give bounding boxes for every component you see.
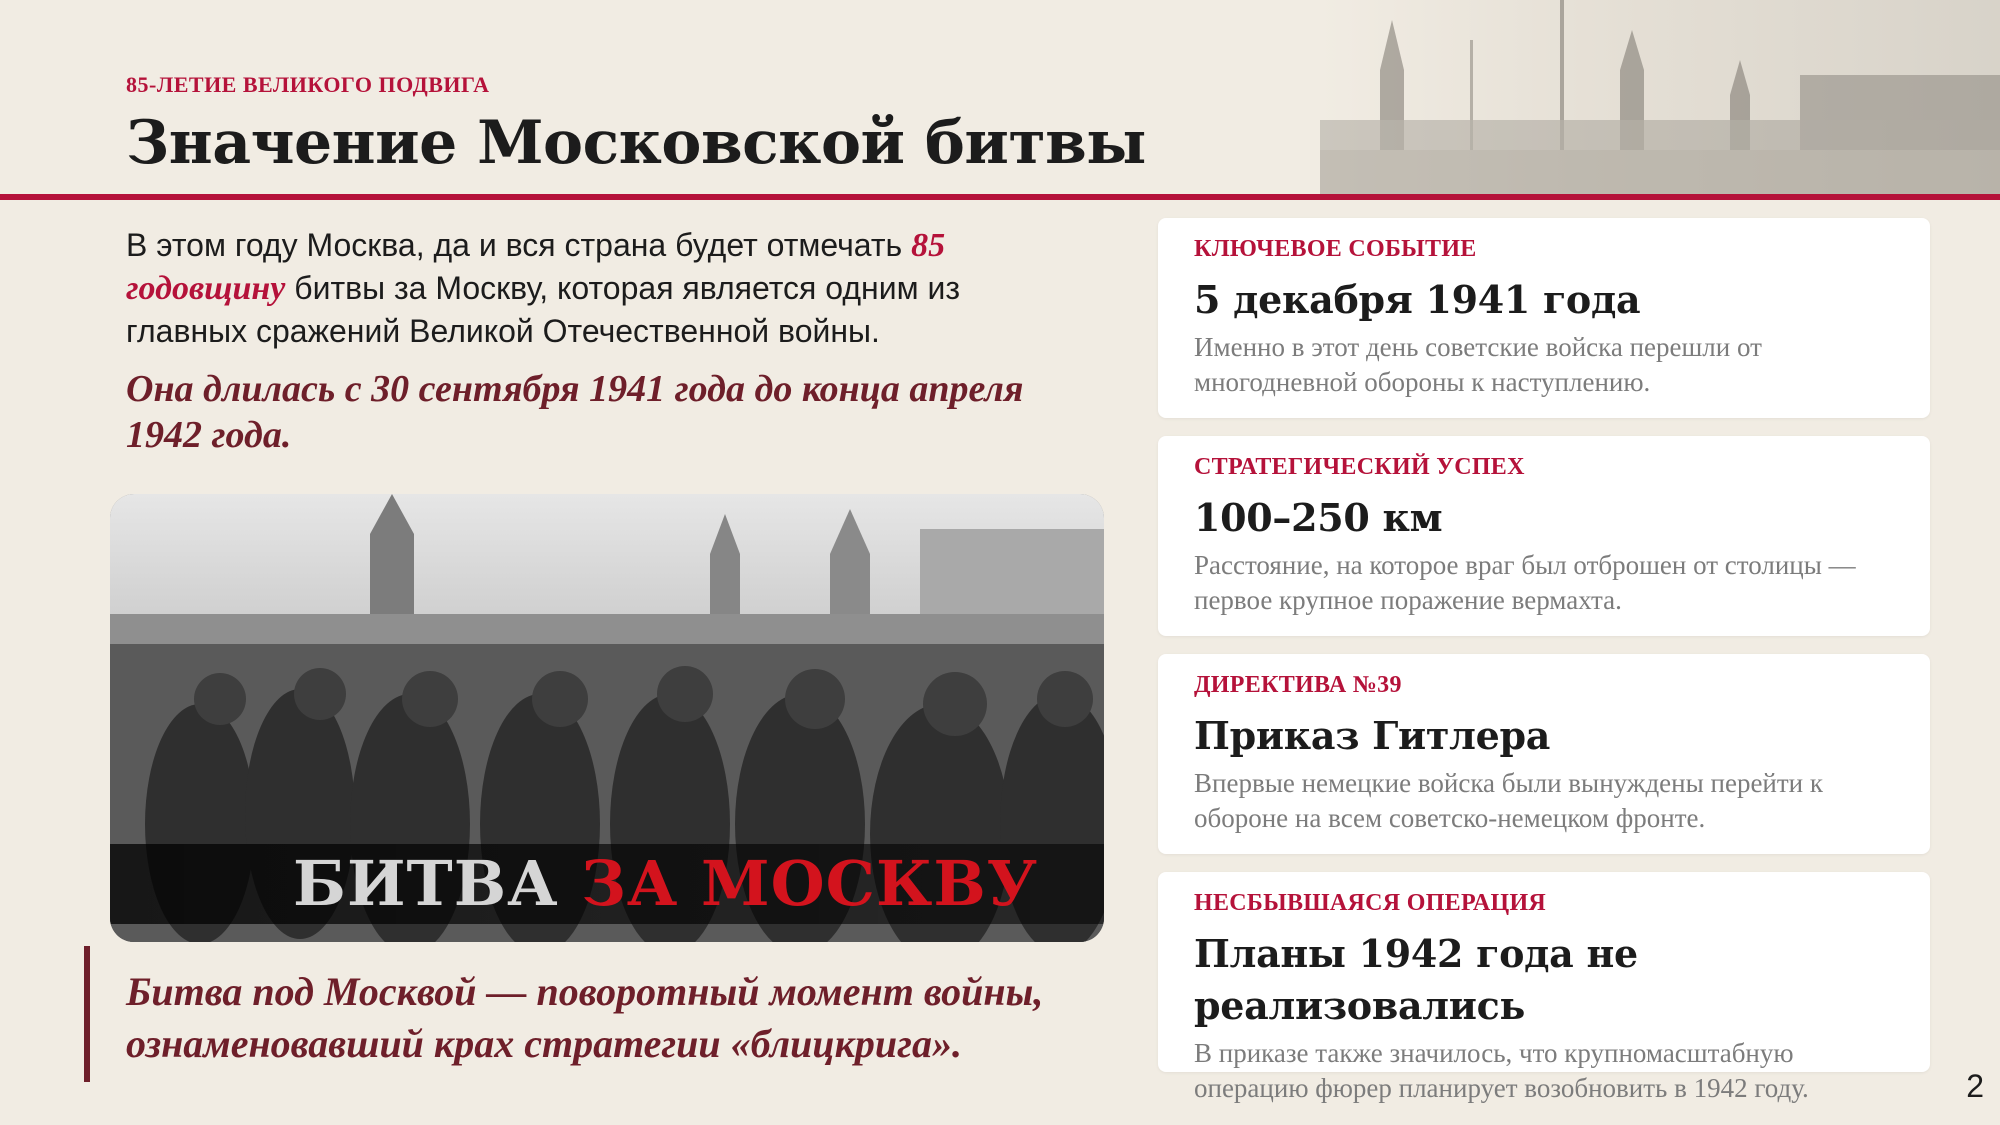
intro-paragraph — [126, 224, 1086, 352]
card-tag: НЕСБЫВШАЯСЯ ОПЕРАЦИЯ — [1194, 890, 1547, 916]
section-kicker: 85-ЛЕТИЕ ВЕЛИКОГО ПОДВИГА — [126, 72, 490, 97]
card-title: 5 декабря 1941 года — [1194, 277, 1641, 322]
fact-card — [1158, 436, 1930, 636]
page-number: 2 — [1966, 1068, 1984, 1104]
battle-photo — [110, 494, 1104, 942]
card-tag: СТРАТЕГИЧЕСКИЙ УСПЕХ — [1194, 454, 1525, 480]
kremlin-background-image — [1320, 0, 2000, 200]
header-divider — [0, 194, 2000, 200]
caption-white: БИТВА — [293, 847, 559, 920]
card-text: Именно в этот день советские войска перешли от многодневной обороны к наступлению. — [1194, 332, 1762, 397]
card-text: Расстояние, на которое враг был отброшен от столицы — первое крупное поражение вермахта. — [1194, 550, 1856, 615]
card-title: Приказ Гитлера — [1194, 713, 1551, 758]
card-text: В приказе также значилось, что крупномасштабную операцию фюрер планирует возобновить в 1942 году. — [1194, 1038, 1809, 1103]
fact-card — [1158, 872, 1930, 1103]
battle-duration: Она длилась с 30 сентября 1941 года до конца апреля 1942 года. — [126, 368, 1024, 456]
fact-card — [1158, 218, 1930, 418]
caption-red: ЗА МОСКВУ — [581, 847, 1039, 920]
card-tag: ДИРЕКТИВА №39 — [1194, 672, 1402, 698]
quote-bar — [84, 946, 90, 1082]
card-title: Планы 1942 года не реализовались — [1194, 931, 1638, 1028]
intro-text-start: В этом году Москва, да и вся страна будет отмечать — [126, 227, 912, 263]
fact-card — [1158, 654, 1930, 854]
card-tag: КЛЮЧЕВОЕ СОБЫТИЕ — [1194, 236, 1477, 262]
intro-highlight: 85 годовщину — [126, 227, 946, 307]
fact-cards — [1158, 218, 1930, 1103]
page-title: Значение Московской битвы — [126, 108, 1146, 178]
quote-text: Битва под Москвой — поворотный момент войны, ознаменовавший крах стратегии «блицкрига». — [126, 969, 1044, 1066]
card-title: 100–250 км — [1194, 495, 1443, 540]
photo-caption — [293, 844, 1038, 924]
intro-text-end: битвы за Москву, которая является одним из главных сражений Великой Отечественной войны. — [126, 270, 960, 349]
card-text: Впервые немецкие войска были вынуждены перейти к обороне на всем советско-немецком фронте. — [1194, 768, 1823, 833]
